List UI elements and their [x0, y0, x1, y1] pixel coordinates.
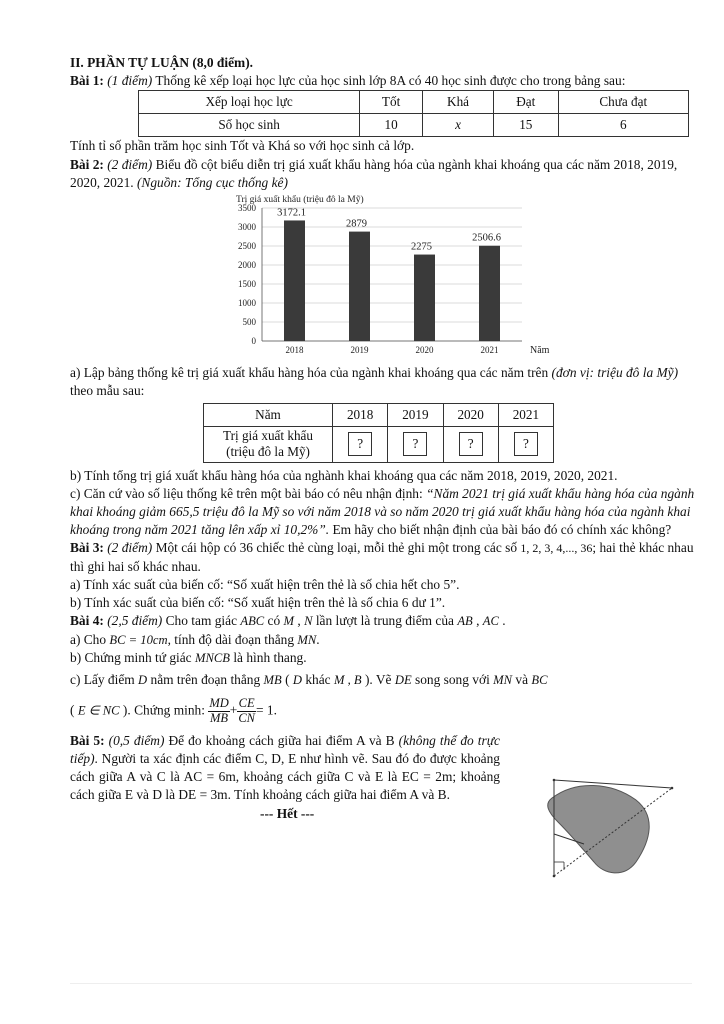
bai4-part-c-4: khác [302, 671, 334, 687]
bai1-question: Tính tỉ số phần trăm học sinh Tốt và Khá so với học sinh cả lớp. [70, 138, 415, 154]
bai4-t3: , [294, 613, 305, 629]
row-label-line2: (triệu đô la Mỹ) [226, 444, 310, 460]
table-cell [333, 426, 388, 462]
bai4-part-c-mn: MN [493, 672, 513, 687]
bai4-abc: ABC [240, 614, 265, 629]
equals-one: = 1. [256, 702, 277, 718]
y-axis-title: Trị giá xuất khẩu (triệu đô la Mỹ) [236, 195, 364, 206]
bai4-part-c-mb: MB [263, 672, 282, 687]
frac2-den: CN [238, 710, 256, 725]
answer-box: ? [514, 432, 538, 456]
table-header: 2019 [388, 403, 443, 426]
bai4-n: N [304, 614, 313, 629]
x-tick-label: 2018 [285, 345, 304, 356]
y-tick-label: 500 [242, 317, 256, 328]
table-cell: 10 [360, 114, 423, 137]
bar-value-label: 2879 [346, 218, 367, 230]
bar-2018 [284, 221, 305, 342]
bai3-points: (2 điểm) [107, 540, 153, 556]
y-tick-label: 2500 [238, 241, 256, 252]
answer-box: ? [348, 432, 372, 456]
bai2-part-c-tail: Em hãy cho biết nhận định của bài báo đó có chính xác không? [329, 522, 672, 538]
bai4-t6: . [498, 613, 506, 629]
answer-box: ? [459, 432, 483, 456]
answer-box: ? [403, 432, 427, 456]
bai3-text2: ; hai thẻ khác nhau thì ghi hai số khác nhau. [70, 540, 694, 574]
bai4-part-c-de: DE [394, 672, 412, 687]
bai4-part-a-math: BC = 10cm [109, 632, 168, 647]
bai4-points: (2,5 điểm) [107, 613, 163, 629]
table-cell: 6 [558, 114, 689, 137]
bai4-t5: , [472, 613, 483, 629]
x-tick-label: 2020 [415, 345, 434, 356]
bai4-part-c [70, 671, 695, 689]
frac1-den: MB [210, 710, 229, 725]
bai4-part-b-1: b) Chứng minh tứ giác [70, 649, 195, 665]
bar-value-label: 3172.1 [277, 207, 306, 219]
bai2-part-a-text: a) Lập bảng thống kê trị giá xuất khẩu hàng hóa của ngành khai khoáng qua các năm trên [70, 365, 552, 381]
table-header: Chưa đạt [558, 91, 689, 114]
bai2-text: Biểu đồ cột biểu diễn trị giá xuất khẩu hàng hóa của ngành khai khoáng qua các năm 2018, 2019, 2020, 2021. [70, 156, 678, 190]
bai5-statement [70, 732, 500, 805]
bai4-label: Bài 4: [70, 613, 104, 629]
bar-value-label: 2506.6 [472, 232, 501, 244]
bai3-part-a: a) Tính xác suất của biến cố: “Số xuất hiện trên thẻ là số chia hết cho 5”. [70, 576, 460, 592]
bai4-part-a-mn: MN [297, 632, 317, 647]
bai1-points: (1 điểm) [107, 73, 153, 89]
table-header: 2021 [498, 403, 553, 426]
table-cell [498, 426, 553, 462]
bai4-m: M [283, 614, 295, 629]
bai4-part-c-5: ). Vẽ [361, 671, 395, 687]
bai4-part-a [70, 631, 695, 649]
bai2-part-a [70, 364, 695, 400]
bai2-part-c-quote: “Năm 2021 trị giá xuất khẩu hàng hóa của ngành khai khoáng giảm 665,5 triệu đô la Mỹ so với năm 2018 và so năm 2020 trị giá xuất khẩu hàng hóa của ngành khai khoáng trong năm 2021 tăng lên xấp xỉ 10,2%”. [70, 485, 695, 538]
y-tick-label: 3500 [238, 203, 256, 214]
bai1-table [138, 90, 689, 137]
table-cell: x [422, 114, 493, 137]
bai4-part-c-7: và [512, 671, 532, 687]
bottom-rule [70, 983, 692, 984]
bai2-part-a-unit: (đơn vị: triệu đô la Mỹ) [551, 365, 679, 381]
row-label-line1: Trị giá xuất khẩu [223, 427, 313, 443]
table-cell [443, 426, 498, 462]
point-b-mark [671, 787, 674, 790]
bai4-part-a-2: , tính độ dài đoạn thẳng [167, 631, 298, 647]
table-row [139, 91, 689, 114]
bai4-part-c-mbpts: M , B [333, 672, 362, 687]
y-tick-label: 1500 [238, 279, 256, 290]
x-axis-title: Năm [530, 345, 550, 357]
distance-figure [486, 770, 686, 890]
bai2-part-c-lead: c) Căn cứ vào số liệu thống kê trên một bài báo có nêu nhận định: [70, 485, 427, 501]
table-cell: 15 [494, 114, 558, 137]
bar-2021 [479, 246, 500, 341]
x-tick-label: 2019 [350, 345, 369, 356]
bai4-part-c-bc: BC [531, 672, 548, 687]
line-ab [554, 780, 672, 788]
bai3-label: Bài 3: [70, 540, 104, 556]
bai4-part-a-1: a) Cho [70, 631, 110, 647]
frac2-num: CE [238, 696, 255, 711]
bai4-part-c-enc: E ∈ NC [77, 703, 120, 718]
bai1-text: Thống kê xếp loại học lực của học sinh lớp 8A có 40 học sinh được cho trong bảng sau: [152, 73, 626, 89]
bai2-points: (2 điểm) [107, 156, 153, 172]
table-row [139, 114, 689, 137]
bai2-label: Bài 2: [70, 156, 104, 172]
y-tick-label: 1000 [238, 298, 256, 309]
bai4-part-a-3: . [316, 631, 320, 647]
bai4-part-c-2: nằm trên đoạn thẳng [147, 671, 264, 687]
bai4-part-c-1: c) Lấy điểm [70, 671, 139, 687]
chart-svg [222, 194, 552, 364]
bai4-part-c-6: song song với [411, 671, 494, 687]
table-header: Tốt [360, 91, 423, 114]
table-row [204, 403, 554, 426]
fraction-md-mb [208, 697, 229, 726]
table-row [204, 426, 554, 462]
section-heading: II. PHẦN TỰ LUẬN (8,0 điểm). [70, 55, 254, 70]
bai4-part-b [70, 649, 695, 667]
bai5-text-a: Để đo khoảng cách giữa hai điểm A và B [164, 732, 399, 748]
exam-page [70, 54, 695, 823]
bai4-part-c-d: D [138, 672, 148, 687]
bai4-part-c-8: ( [70, 702, 78, 718]
bai4-t2: có [264, 613, 284, 629]
bai4-part-b-math: MNCB [194, 650, 230, 665]
bai5-text-c: . Người ta xác định các điểm C, D, E như hình vẽ. Sau đó đo được khoảng cách giữa A và C là AC = 6m, khoảng cách giữa C và E là EC = 2m; khoảng cách giữa E và D là DE = 3m. Tính khoảng cách giữa hai điểm A và B. [70, 750, 500, 803]
bai1-label: Bài 1: [70, 73, 104, 89]
bai2-part-a-tail: theo mẫu sau: [70, 383, 145, 399]
y-tick-label: 0 [251, 336, 256, 347]
bai4-statement [70, 612, 695, 630]
bai4-part-c-9: ). Chứng minh: [119, 702, 209, 718]
point-a-mark [553, 779, 556, 782]
bai4-part-b-2: là hình thang. [229, 649, 307, 665]
bai3-text: Một cái hộp có 36 chiếc thẻ cùng loại, mỗi thẻ ghi một trong các số [152, 540, 521, 556]
bar-value-label: 2275 [411, 241, 432, 253]
bai2-part-c [70, 485, 695, 540]
bai2-table [203, 403, 554, 463]
table-header: 2020 [443, 403, 498, 426]
bai5-label: Bài 5: [70, 732, 105, 748]
pond-shape [548, 785, 649, 872]
bai4-ab: AB [457, 614, 473, 629]
x-tick-label: 2021 [480, 345, 499, 356]
bai1-statement [70, 72, 695, 90]
point-c-mark [553, 875, 556, 878]
table-header: Khá [422, 91, 493, 114]
bai4-text: Cho tam giác [162, 613, 241, 629]
y-tick-label: 2000 [238, 260, 256, 271]
export-bar-chart [222, 194, 552, 364]
plus-sign: + [229, 702, 238, 718]
table-header: Xếp loại học lực [139, 91, 360, 114]
table-cell: Số học sinh [139, 114, 360, 137]
bai3-statement [70, 539, 695, 575]
bai4-ac: AC [482, 614, 499, 629]
bai4-part-c-d2: D [292, 672, 302, 687]
fraction-ce-cn [237, 697, 256, 726]
y-tick-label: 3000 [238, 222, 256, 233]
table-row-label [204, 426, 333, 462]
bai2-source: (Nguồn: Tổng cục thống kê) [136, 174, 288, 190]
bar-2020 [414, 255, 435, 341]
bai3-numbers: 1, 2, 3, 4,..., 36 [520, 541, 593, 556]
bai5-text-b: (không thể đo trực tiếp) [70, 732, 500, 766]
table-cell [388, 426, 443, 462]
bai4-part-c-proof [70, 697, 695, 726]
end-marker: --- Hết --- [260, 805, 315, 821]
bai3-part-b: b) Tính xác suất của biến cố: “Số xuất hiện trên thẻ là số chia 6 dư 1”. [70, 595, 446, 611]
bai2-part-b: b) Tính tổng trị giá xuất khẩu hàng hóa của nghành khai khoáng qua các năm 2018, 2019, 2020, 2021. [70, 467, 618, 483]
bar-2019 [349, 232, 370, 341]
bai4-t4: lần lượt là trung điểm của [312, 613, 458, 629]
bai2-statement [70, 156, 695, 192]
frac1-num: MD [209, 696, 229, 711]
bai4-part-c-3: ( [281, 671, 293, 687]
table-header: Đạt [494, 91, 558, 114]
table-header: Năm [204, 403, 333, 426]
bai5-points: (0,5 điểm) [108, 732, 165, 748]
table-header: 2018 [333, 403, 388, 426]
